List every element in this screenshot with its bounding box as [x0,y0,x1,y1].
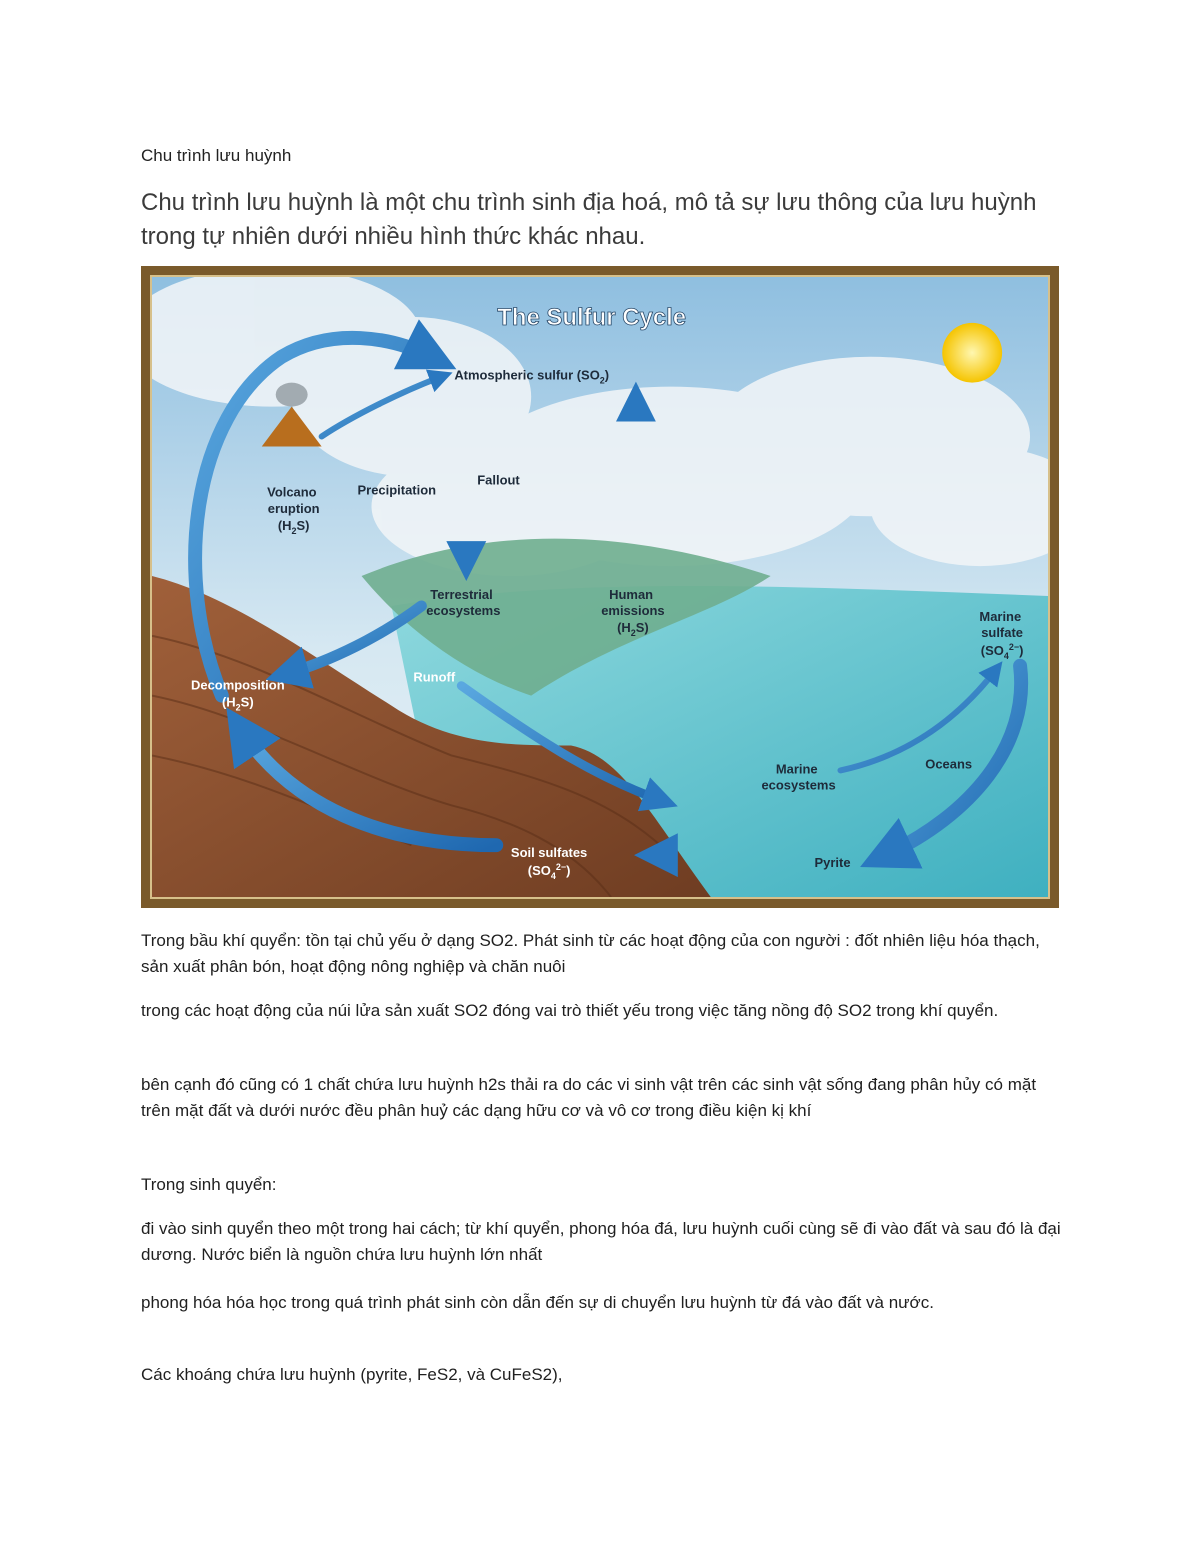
label-soil-formula: $(SO_4^{2-})$ [527,862,571,882]
sulfur-cycle-diagram [152,277,1048,897]
label-marine-ecosystems: Marine ecosystems [761,761,836,793]
label-pyrite: Pyrite [814,855,851,871]
paragraph-1: Trong bầu khí quyển: tồn tại chủ yếu ở dạng SO2. Phát sinh từ các hoạt động của con người : đốt nhiên liệu hóa thạch, sản xuất phân bón, hoạt động nông nghiệp và chăn nuôi [141,931,1040,976]
label-human-emissions: Human emissions [601,586,665,618]
label-terrestrial-ecosystems: Terrestrial ecosystems [426,586,501,618]
volcano-smoke [276,383,308,407]
label-human-formula: $(H_2S)$ [617,619,649,638]
diagram-title: The Sulfur Cycle [497,303,687,331]
label-marine-sulfate: Marine sulfate [979,608,1023,640]
document-title: Chu trình lưu huỳnh [141,146,292,165]
label-decomposition: Decomposition [191,677,285,693]
label-marine-sulfate-formula: $(SO_4^{2-})$ [980,641,1024,661]
label-precipitation: Precipitation [357,482,437,498]
label-fallout: Fallout [477,472,520,488]
lead-paragraph: Chu trình lưu huỳnh là một chu trình sinh địa hoá, mô tả sự lưu thông của lưu huỳnh trong tự nhiên dưới nhiều hình thức khác nhau. [141,189,1037,250]
paragraph-4: Trong sinh quyển: [141,1175,277,1194]
label-oceans: Oceans [925,756,973,772]
paragraph-7: Các khoáng chứa lưu huỳnh (pyrite, FeS2, và CuFeS2), [141,1365,563,1384]
label-volcano-eruption: Volcano eruption [267,484,320,517]
label-soil-sulfates: Soil sulfates [510,845,588,861]
figure-frame [150,275,1050,899]
paragraph-6: phong hóa hóa học trong quá trình phát sinh còn dẫn đến sự di chuyển lưu huỳnh từ đá vào đất và nước. [141,1293,934,1312]
label-decomposition-formula: $(H_2S)$ [221,694,254,713]
paragraph-3: bên cạnh đó cũng có 1 chất chứa lưu huỳnh h2s thải ra do các vi sinh vật trên các sinh vật sống đang phân hủy có mặt trên mặt đất và dưới nước đều phân huỷ các dạng hữu cơ và vô cơ trong điều kiện kị khí [141,1075,1037,1120]
paragraph-5: đi vào sinh quyển theo một trong hai cách; từ khí quyển, phong hóa đá, lưu huỳnh cuối cùng sẽ đi vào đất và sau đó là đại dương. Nước biển là nguồn chứa lưu huỳnh lớn nhất [141,1219,1061,1264]
label-atmospheric: Atmospheric sulfur $(SO_2)$ [454,367,610,386]
label-runoff: Runoff [413,669,456,685]
sulfur-cycle-figure [141,266,1059,908]
sun-icon [942,323,1002,383]
paragraph-2: trong các hoạt động của núi lửa sản xuất SO2 đóng vai trò thiết yếu trong việc tăng nồng độ SO2 trong khí quyển. [141,1001,999,1020]
label-volcano-formula: $(H_2S)$ [277,518,310,537]
